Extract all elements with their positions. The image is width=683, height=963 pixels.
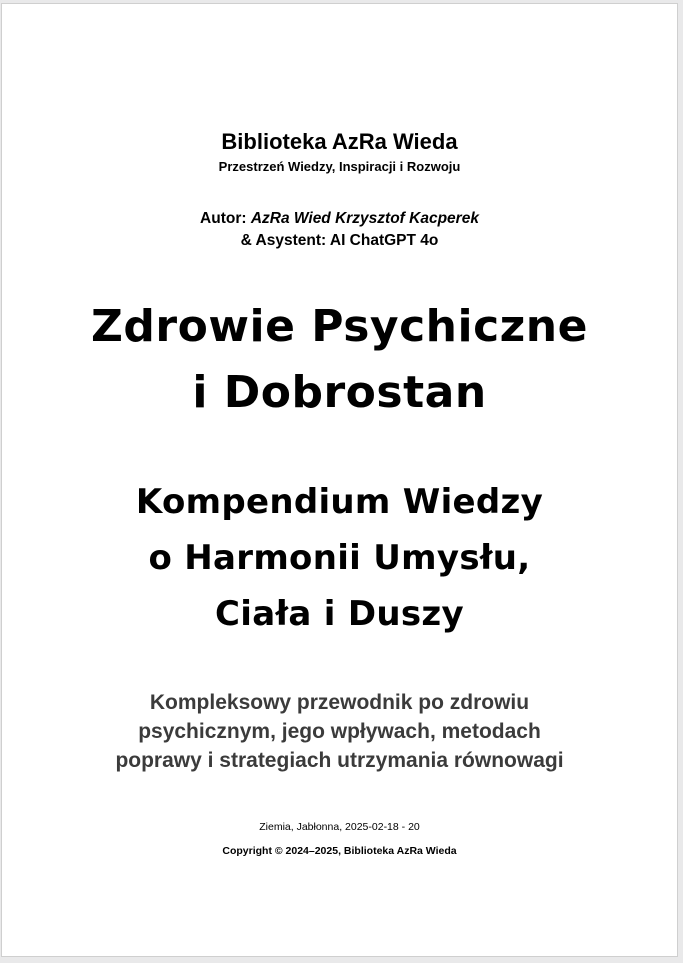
sub-title-line: Kompendium Wiedzy xyxy=(135,482,544,522)
author-name: AzRa Wied Krzysztof Kacperek xyxy=(250,210,479,227)
description-line: psychicznym, jego wpływach, metodach xyxy=(138,720,541,743)
main-title xyxy=(2,294,677,426)
library-tagline: Przestrzeń Wiedzy, Inspiracji i Rozwoju xyxy=(218,159,461,174)
description xyxy=(2,688,677,775)
sub-title xyxy=(2,474,677,642)
author-label: Autor: xyxy=(200,210,251,227)
library-name: Biblioteka AzRa Wieda xyxy=(221,129,458,154)
assistant-line: & Asystent: AI ChatGPT 4o xyxy=(240,232,439,249)
main-title-line: i Dobrostan xyxy=(192,367,487,418)
place-date: Ziemia, Jabłonna, 2025-02-18 - 20 xyxy=(259,821,420,833)
document-page xyxy=(1,3,678,957)
author-line xyxy=(2,209,677,229)
copyright-notice: Copyright © 2024–2025, Biblioteka AzRa Wieda xyxy=(222,845,457,857)
description-line: Kompleksowy przewodnik po zdrowiu xyxy=(149,691,530,714)
sub-title-line: Ciała i Duszy xyxy=(215,594,464,634)
sub-title-line: o Harmonii Umysłu, xyxy=(148,538,531,578)
description-line: poprawy i strategiach utrzymania równowagi xyxy=(115,749,564,772)
main-title-line: Zdrowie Psychiczne xyxy=(91,301,588,352)
